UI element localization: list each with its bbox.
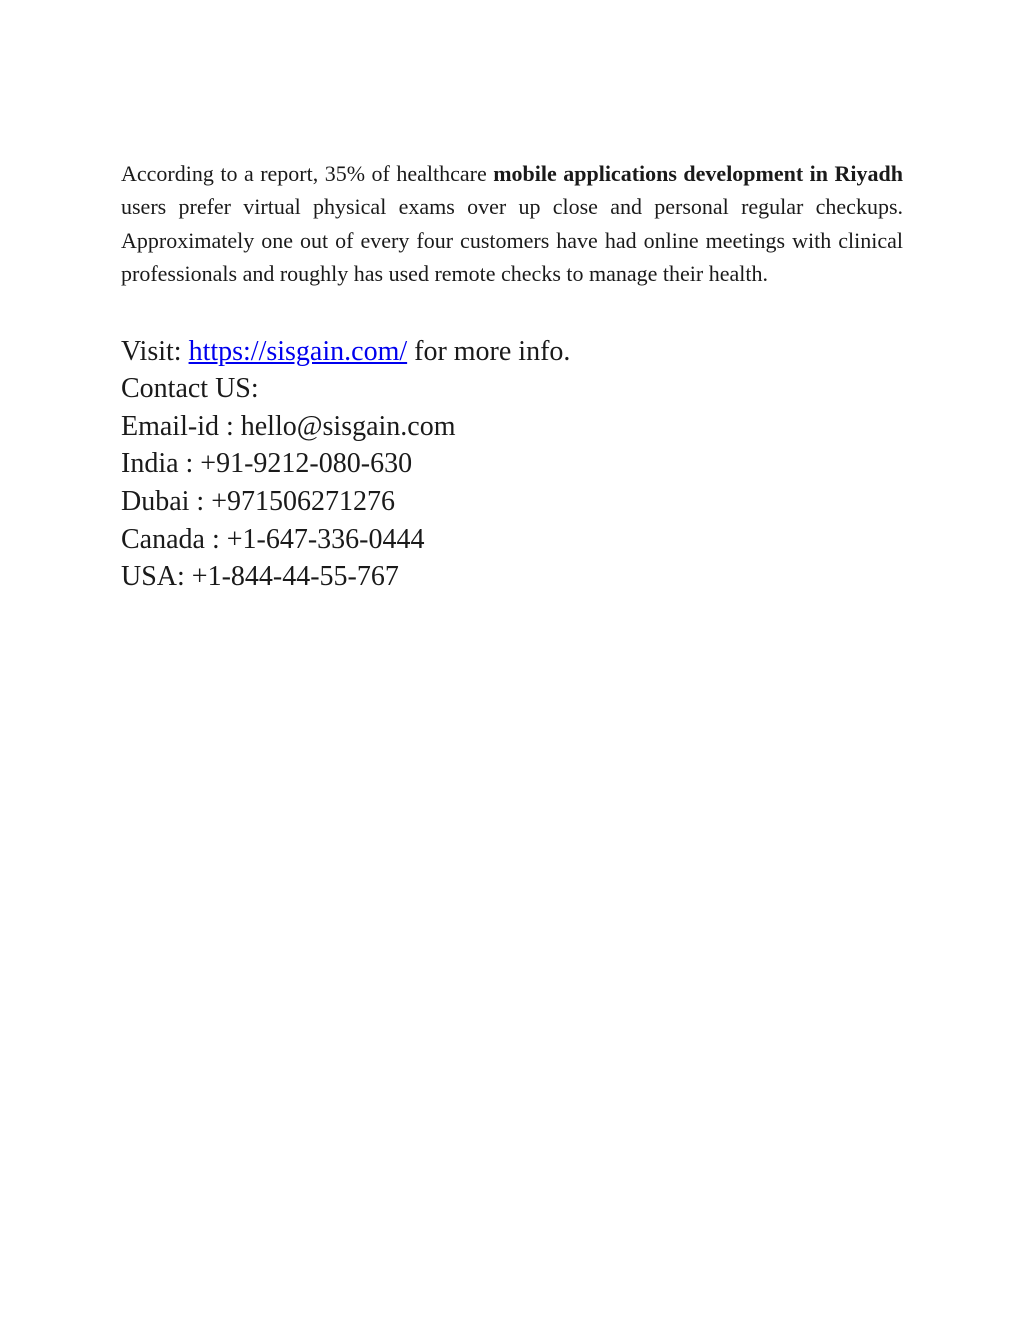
website-link[interactable]: https://sisgain.com/ — [188, 335, 408, 367]
canada-phone-line: Canada : +1-647-336-0444 — [121, 523, 425, 555]
india-phone-line: India : +91-9212-080-630 — [121, 448, 413, 480]
visit-line — [121, 333, 903, 371]
contact-block — [121, 333, 903, 596]
intro-paragraph — [121, 157, 903, 291]
paragraph-text-start: According to a report, 35% of healthcare — [121, 161, 494, 186]
visit-prefix: Visit: — [121, 335, 189, 367]
usa-phone-line: USA: +1-844-44-55-767 — [121, 561, 399, 593]
document-content — [121, 157, 903, 596]
email-line: Email-id : hello@sisgain.com — [121, 410, 456, 442]
dubai-phone-line: Dubai : +971506271276 — [121, 486, 395, 517]
contact-heading: Contact US: — [121, 373, 259, 405]
paragraph-bold-keyword: mobile applications development in Riyadh — [493, 161, 903, 186]
paragraph-text-end: users prefer virtual physical exams over up close and personal regular checkups. Approximately one out of every four customers have had online meetings with clinical professionals and roughly has used remote checks to manage their health. — [121, 194, 903, 287]
visit-suffix: for more info. — [407, 335, 571, 367]
